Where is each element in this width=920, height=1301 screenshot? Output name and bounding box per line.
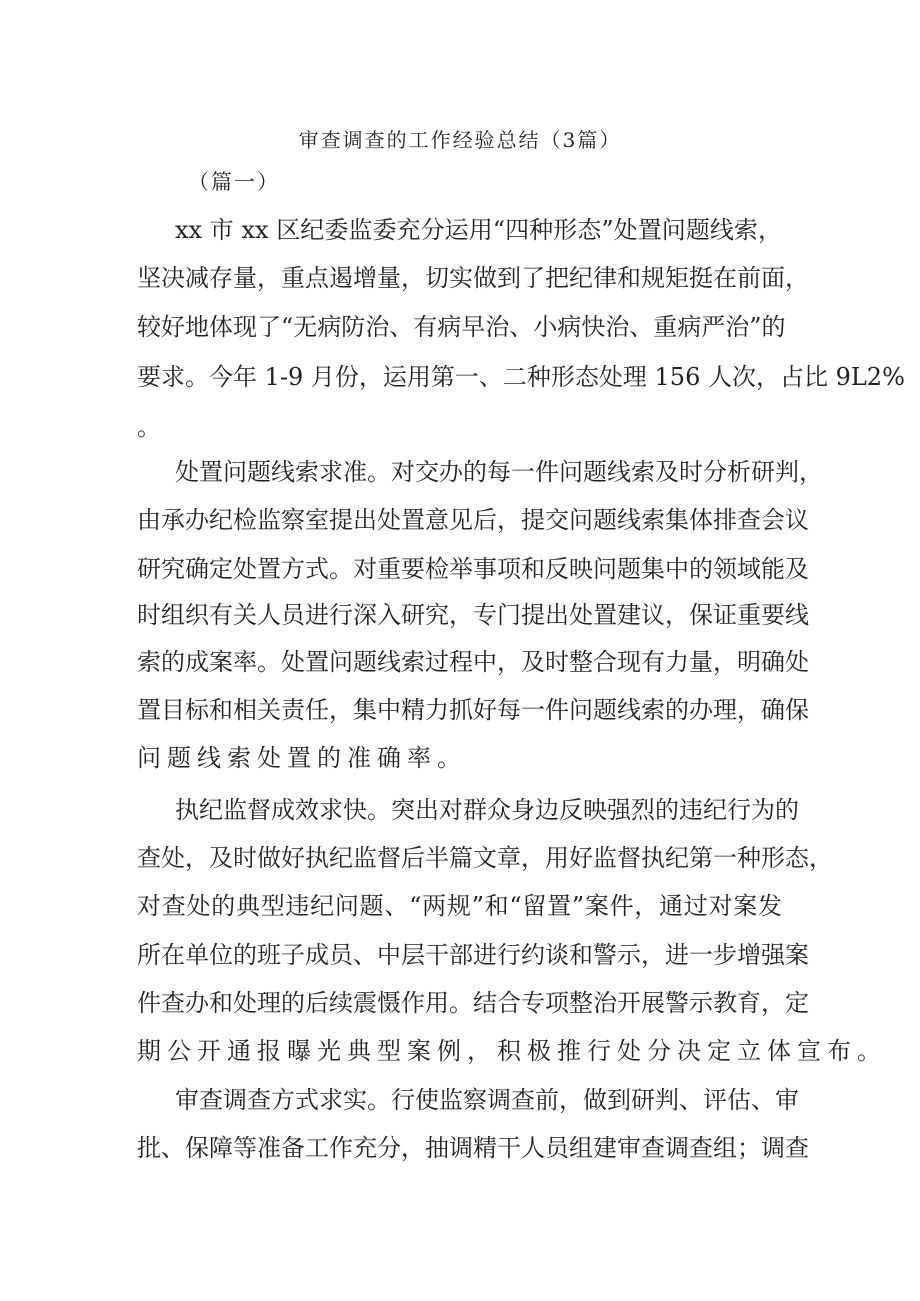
text-line: 对查处的典型违纪问题、“两规”和“留置”案件，通过对案发	[137, 892, 782, 920]
text-line: xx 市 xx 区纪委监委充分运用“四种形态”处置问题线索，	[175, 216, 782, 244]
text-line: 研究确定处置方式。对重要检举事项和反映问题集中的领域能及	[137, 555, 809, 583]
text-line: 坚决减存量，重点遏增量，切实做到了把纪律和规矩挺在前面，	[137, 264, 809, 292]
text-line: 批、保障等准备工作充分，抽调精干人员组建审查调查组；调查	[137, 1134, 809, 1162]
text-line: 。	[137, 413, 167, 441]
text-line: 处置问题线索求准。对交办的每一件问题线索及时分析研判，	[175, 458, 823, 486]
text-line: 较好地体现了“无病防治、有病早治、小病快治、重病严治”的	[137, 313, 786, 341]
text-line: 由承办纪检监察室提出处置意见后，提交问题线索集体排查会议	[137, 506, 809, 534]
section-heading: （篇一）	[188, 170, 280, 194]
text-line: 审查调查方式求实。行使监察调查前，做到研判、评估、审	[175, 1086, 799, 1114]
text-line: 索的成案率。处置问题线索过程中，及时整合现有力量，明确处	[137, 648, 809, 676]
document-title: 审查调查的工作经验总结（3篇）	[298, 128, 622, 152]
text-line: 期公开通报曝光典型案例，积极推行处分决定立体宣布。	[137, 1037, 887, 1065]
text-line: 件查办和处理的后续震慑作用。结合专项整治开展警示教育，定	[137, 989, 809, 1017]
text-line: 查处，及时做好执纪监督后半篇文章，用好监督执纪第一种形态，	[137, 844, 833, 872]
text-line: 要求。今年 1-9 月份，运用第一、二种形态处理 156 人次，占比 9L2%	[137, 363, 905, 391]
text-line: 时组织有关人员进行深入研究，专门提出处置建议，保证重要线	[137, 601, 809, 629]
text-line: 问题线索处置的准确率。	[137, 744, 467, 772]
text-line: 所在单位的班子成员、中层干部进行约谈和警示，进一步增强案	[137, 941, 809, 969]
text-line: 执纪监督成效求快。突出对群众身边反映强烈的违纪行为的	[175, 796, 799, 824]
text-line: 置目标和相关责任，集中精力抓好每一件问题线索的办理，确保	[137, 696, 809, 724]
